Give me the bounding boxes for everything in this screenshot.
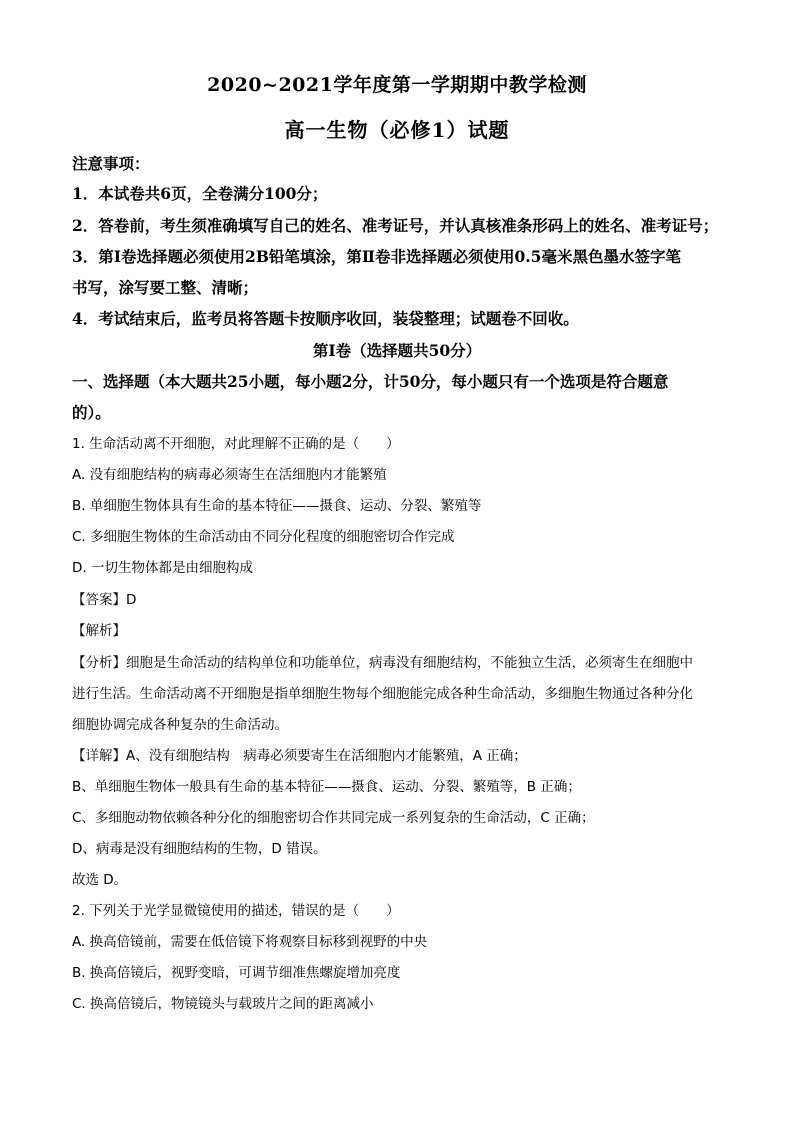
question-1-stem: 1. 生命活动离不开细胞，对此理解不正确的是（ ） (72, 436, 400, 452)
question-1-detail-line-4: D、病毒是没有细胞结构的生物，D 错误。 (72, 841, 327, 857)
notice-item-3: 3．第Ⅰ卷选择题必须使用2B铅笔填涂，第Ⅱ卷非选择题必须使用0.5毫米黑色墨水签字笔 (72, 247, 681, 266)
question-2-option-a: A. 换高倍镜前，需要在低倍镜下将观察目标移到视野的中央 (72, 934, 428, 950)
question-2-option-b: B. 换高倍镜后，视野变暗，可调节细准焦螺旋增加亮度 (72, 965, 401, 981)
notice-heading: 注意事项： (72, 154, 150, 173)
notice-item-2: 2．答卷前，考生须准确填写自己的姓名、准考证号，并认真核准条形码上的姓名、准考证号； (72, 216, 719, 235)
question-1-conclusion: 故选 D。 (72, 872, 128, 888)
exam-subtitle: 高一生物（必修1）试题 (284, 118, 510, 142)
question-2-stem: 2. 下列关于光学显微镜使用的描述，错误的是（ ） (72, 903, 400, 919)
question-1-option-d: D. 一切生物体都是由细胞构成 (72, 560, 253, 576)
notice-item-4: 4．考试结束后，监考员将答题卡按顺序收回，装袋整理；试题卷不回收。 (72, 309, 579, 328)
question-1-analysis-line-1: 【分析】细胞是生命活动的结构单位和功能单位，病毒没有细胞结构，不能独立生活，必须寄生在细胞中 (72, 655, 693, 671)
question-1-detail-line-1: 【详解】A、没有细胞结构 病毒必须要寄生在活细胞内才能繁殖，A 正确； (72, 748, 527, 764)
notice-item-3-cont: 书写，涂写要工整、清晰； (72, 278, 259, 297)
question-1-analysis-label: 【解析】 (72, 623, 126, 639)
question-1-detail-line-2: B、单细胞生物体一般具有生命的基本特征——摄食、运动、分裂、繁殖等，B 正确； (72, 779, 581, 795)
question-1-analysis-line-2: 进行生活。生命活动离不开细胞是指单细胞生物每个细胞能完成各种生命活动，多细胞生物通过各种分化 (72, 686, 693, 702)
question-1-option-a: A. 没有细胞结构的病毒必须寄生在活细胞内才能繁殖 (72, 467, 387, 483)
section-instruction: 一、选择题（本大题共25小题，每小题2分，计50分，每小题只有一个选项是符合题意 (72, 372, 669, 391)
section-instruction-cont: 的）。 (72, 403, 111, 422)
question-2-option-c: C. 换高倍镜后，物镜镜头与载玻片之间的距离减小 (72, 996, 374, 1012)
question-1-answer: 【答案】D (72, 592, 137, 608)
section-title: 第Ⅰ卷（选择题共50分） (312, 341, 482, 360)
exam-title: 2020~2021学年度第一学期期中教学检测 (207, 74, 587, 96)
question-1-option-c: C. 多细胞生物体的生命活动由不同分化程度的细胞密切合作完成 (72, 529, 455, 545)
notice-item-1: 1．本试卷共6页，全卷满分100分； (72, 184, 328, 203)
question-1-option-b: B. 单细胞生物体具有生命的基本特征——摄食、运动、分裂、繁殖等 (72, 498, 482, 514)
question-1-analysis-line-3: 细胞协调完成各种复杂的生命活动。 (72, 717, 288, 733)
question-1-detail-line-3: C、多细胞动物依赖各种分化的细胞密切合作共同完成一系列复杂的生命活动，C 正确； (72, 810, 595, 826)
